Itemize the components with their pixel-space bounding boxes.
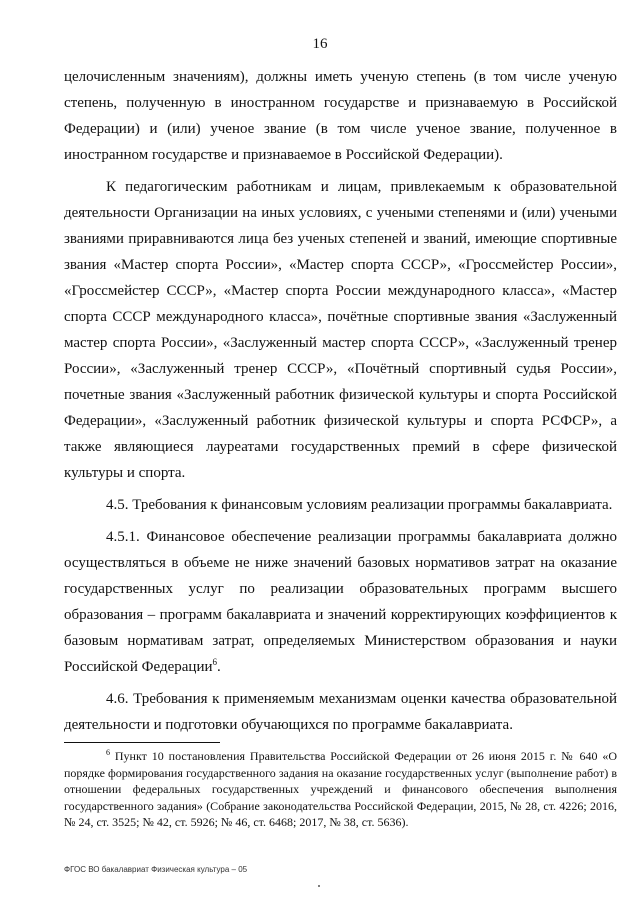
footnote-reference[interactable]: 6	[212, 657, 218, 667]
footnote-text: Пункт 10 постановления Правительства Российской Федерации от 26 июня 2015 г. № 640 «О порядке формирования государственного задания на оказание государственных услуг (выполнение работ) в отношении федеральных государственных учреждений и финансового обеспечения выполнения государственного задания» (Собрание законодательства Российской Федерации, 2015, № 28, ст. 4226; 2016, № 24, ст. 3525; № 42, ст. 5926; № 46, ст. 6468; 2017, № 38, ст. 5636).	[64, 749, 617, 829]
footnote	[64, 748, 617, 831]
scan-speck	[318, 885, 320, 887]
page-number: 16	[312, 36, 328, 52]
section-heading-4-5: 4.5. Требования к финансовым условиям реализации программы бакалавриата.	[106, 497, 613, 513]
paragraph-4-5-1: 4.5.1. Финансовое обеспечение реализации программы бакалавриата должно осуществляться в объеме не ниже значений базовых нормативов затрат на оказание государственных услуг по реализации образовательных программ высшего образования – программ бакалавриата и значений корректирующих коэффициентов к базовым нормативам затрат, определяемых Министерством образования и науки Российской Федерации$^6$.	[64, 529, 617, 675]
paragraph-continuation: целочисленным значениям), должны иметь ученую степень (в том числе ученую степень, полученную в иностранном государстве и признаваемую в Российской Федерации) и (или) ученое звание (в том числе ученое звание, полученное в иностранном государстве и признаваемое в Российской Федерации).	[64, 69, 617, 163]
section-heading-4-6: 4.6. Требования к применяемым механизмам оценки качества образовательной деятельности и подготовки обучающихся по программе бакалавриата.	[64, 691, 617, 733]
document-footer: ФГОС ВО бакалавриат Физическая культура – 05	[64, 865, 248, 874]
footnote-number: 6	[106, 748, 110, 757]
body-text	[64, 64, 617, 738]
paragraph-equivalent-titles: К педагогическим работникам и лицам, привлекаемым к образовательной деятельности Организации на иных условиях, с учеными степенями и (или) учеными званиями приравниваются лица без ученых степеней и званий, имеющие спортивные звания «Мастер спорта России», «Мастер спорта СССР», «Гроссмейстер России», «Гроссмейстер СССР», «Мастер спорта России международного класса», «Мастер спорта СССР международного класса», почётные спортивные звания «Заслуженный мастер спорта России», «Заслуженный мастер спорта СССР», «Заслуженный тренер России», «Заслуженный тренер СССР», «Почётный спортивный судья России», почетные звания «Заслуженный работник физической культуры и спорта Российской Федерации», «Заслуженный работник физической культуры и спорта РСФСР», а также являющиеся лауреатами государственных премий в сфере физической культуры и спорта.	[64, 179, 617, 481]
paragraph-4-5-1-text: 4.5.1. Финансовое обеспечение реализации программы бакалавриата должно осуществляться в объеме не ниже значений базовых нормативов затрат на оказание государственных услуг по реализации образовательных программ высшего образования – программ бакалавриата и значений корректирующих коэффициентов к базовым нормативам затрат, определяемых Министерством образования и науки Российской Федерации	[64, 529, 617, 675]
footnote-separator	[64, 742, 220, 743]
